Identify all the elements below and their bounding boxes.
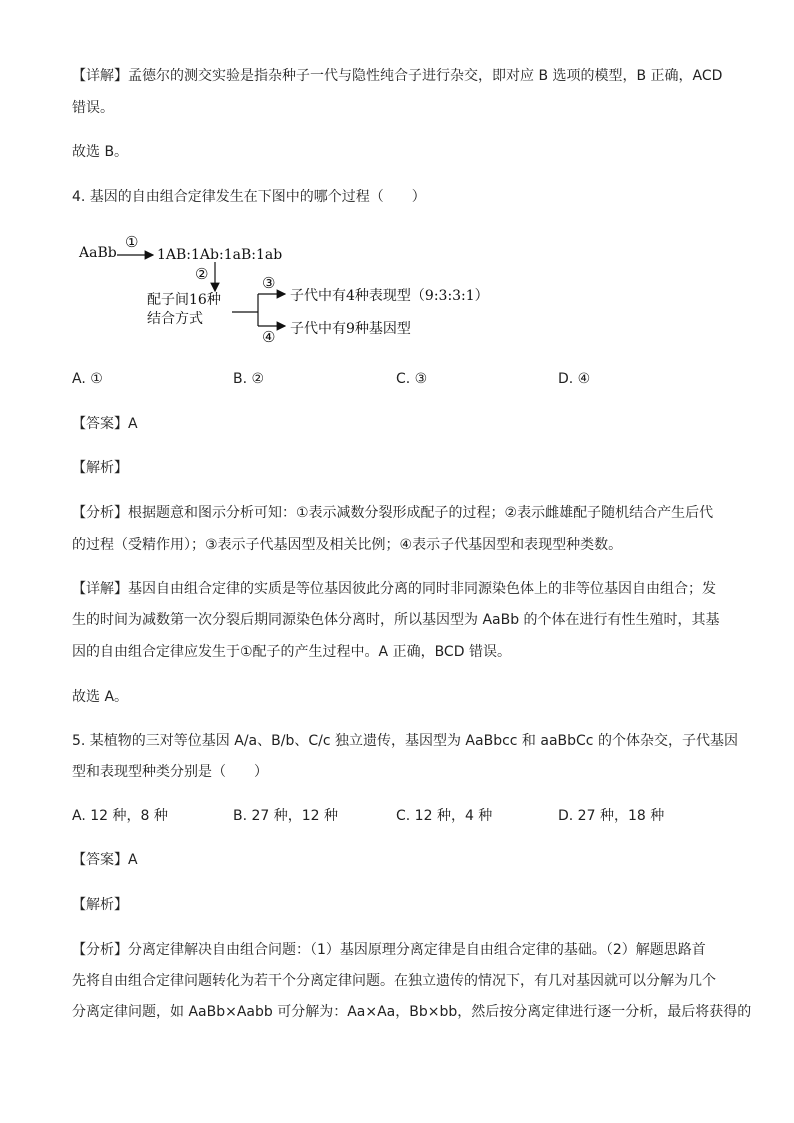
question-4-stem: 4. 基因的自由组合定律发生在下图中的哪个过程（ ） [72, 189, 426, 205]
text-line: 生的时间为减数第一次分裂后期同源染色体分离时，所以基因型为 AaBb 的个体在进行有性生殖时，其基 [72, 612, 720, 628]
combination-text-2: 结合方式 [147, 311, 203, 327]
text-line: 错误。 [72, 100, 114, 116]
text-line: 【详解】基因自由组合定律的实质是等位基因彼此分离的同时非同源染色体上的非等位基因自由组合；发 [72, 581, 716, 597]
answer-label: 【答案】A [72, 852, 138, 868]
answer-label: 【答案】A [72, 416, 138, 432]
q5-option-a: A. 12 种，8 种 [72, 808, 168, 824]
q4-option-c: C. ③ [396, 371, 428, 387]
q4-option-a: A. ① [72, 371, 103, 387]
text-line: 先将自由组合定律问题转化为若干个分离定律问题。在独立遗传的情况下，有几对基因就可以分解为几个 [72, 973, 716, 989]
q5-option-d: D. 27 种，18 种 [558, 808, 665, 824]
text-line: 【分析】根据题意和图示分析可知：①表示减数分裂形成配子的过程；②表示雌雄配子随机结合产生后代 [72, 505, 714, 521]
q5-option-b: B. 27 种，12 种 [233, 808, 339, 824]
text-line: 【详解】孟德尔的测交实验是指杂种子一代与隐性纯合子进行杂交，即对应 B 选项的模型，B 正确，ACD [72, 68, 723, 84]
q4-option-d: D. ④ [558, 371, 591, 387]
text-line: 的过程（受精作用）；③表示子代基因型及相关比例；④表示子代基因型和表现型种类数。 [72, 537, 623, 553]
question-5-stem: 5. 某植物的三对等位基因 A/a、B/b、C/c 独立遗传，基因型为 AaBbcc 和 aaBbCc 的个体杂交，子代基因 [72, 733, 738, 749]
step-3-label: ③ [262, 274, 276, 292]
text-line: 故选 A。 [72, 689, 129, 705]
combination-text-1: 配子间16种 [147, 292, 221, 308]
analysis-label: 【解析】 [72, 460, 128, 476]
gamete-ratio: 1AB:1Ab:1aB:1ab [157, 247, 283, 263]
text-line: 分离定律问题，如 AaBb×Aabb 可分解为：Aa×Aa，Bb×bb，然后按分离定律进行逐一分析，最后将获得的 [72, 1004, 752, 1020]
q5-option-c: C. 12 种，4 种 [396, 808, 493, 824]
analysis-label: 【解析】 [72, 897, 128, 913]
step-1-label: ① [125, 233, 139, 251]
question-5-stem-cont: 型和表现型种类分别是（ ） [72, 764, 268, 780]
genetics-process-diagram [75, 230, 535, 360]
text-line: 因的自由组合定律应发生于①配子的产生过程中。A 正确，BCD 错误。 [72, 644, 511, 660]
genotype-aabb: AaBb [79, 245, 117, 261]
genotype-result: 子代中有9种基因型 [290, 321, 411, 337]
phenotype-result: 子代中有4种表现型（9:3:3:1） [290, 288, 489, 304]
step-4-label: ④ [262, 328, 276, 346]
step-2-label: ② [195, 265, 209, 283]
text-line: 故选 B。 [72, 144, 129, 160]
q4-option-b: B. ② [233, 371, 265, 387]
text-line: 【分析】分离定律解决自由组合问题：（1）基因原理分离定律是自由组合定律的基础。（2）解题思路首 [72, 942, 706, 958]
